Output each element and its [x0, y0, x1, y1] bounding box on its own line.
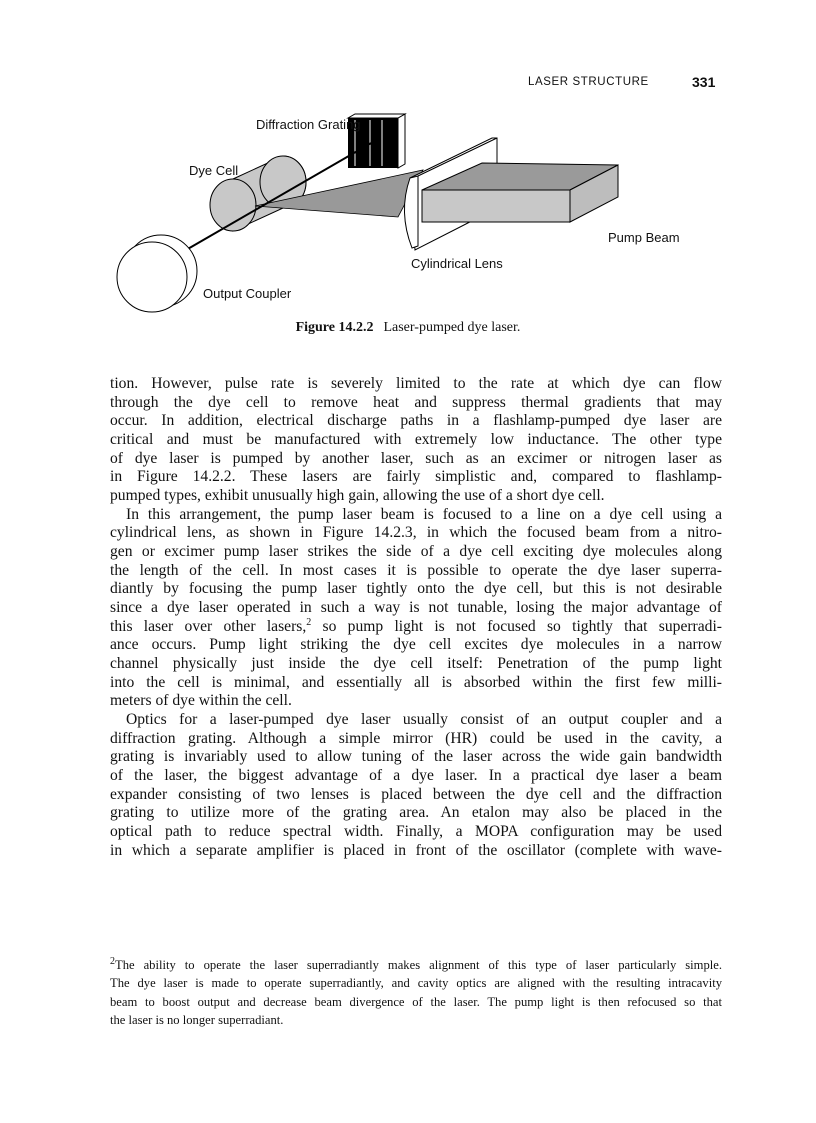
text-line: gen or excimer pump laser strikes the side of a dye cell exciting dye molecules along	[110, 543, 722, 561]
text-line: optical path to reduce spectral width. Finally, a MOPA configuration may be used	[110, 823, 722, 841]
paragraph	[110, 375, 722, 506]
figure-number: Figure 14.2.2	[295, 320, 374, 335]
footnote-line: beam to boost output and decrease beam divergence of the laser. The pump light is then refocused so that	[110, 994, 722, 1009]
figure-caption-text: Laser-pumped dye laser.	[383, 320, 521, 335]
label-output-coupler: Output Coupler	[203, 286, 292, 301]
text-line: tion. However, pulse rate is severely limited to the rate at which dye can flow	[110, 375, 722, 392]
output-coupler	[117, 235, 197, 312]
footnote-ref: 2	[306, 616, 312, 628]
figure-laser-pumped-dye-laser	[0, 0, 816, 320]
label-dye-cell: Dye Cell	[189, 163, 239, 178]
text-line: diantly by focusing the pump laser tightly onto the dye cell, but this is not desirable	[110, 580, 722, 598]
text-line: in Figure 14.2.2. These lasers are fairly simplistic and, compared to flashlamp-	[110, 468, 722, 486]
text-line: of the laser, the biggest advantage of a dye laser. In a practical dye laser a beam	[110, 767, 722, 785]
text-line: channel physically just inside the dye cell itself: Penetration of the pump light	[110, 655, 722, 673]
text-line: occur. In addition, electrical discharge paths in a flashlamp-pumped dye laser are	[110, 412, 722, 430]
text-line: pumped types, exhibit unusually high gain, allowing the use of a short dye cell.	[110, 487, 605, 505]
text-line: expander consisting of two lenses is placed between the dye cell and the diffraction	[110, 785, 722, 803]
page-number: 331	[692, 74, 716, 90]
text-line: grating is invariably used to allow tuning of the laser across the wide gain bandwidth	[110, 748, 722, 766]
text-line: meters of dye within the cell.	[110, 692, 292, 710]
text-line: the length of the cell. In most cases it is possible to operate the dye laser superra-	[110, 561, 722, 579]
body-text	[110, 375, 722, 860]
footnote	[110, 956, 722, 1029]
text-line: critical and must be manufactured with extremely low inductance. The other type	[110, 431, 722, 449]
paragraph	[110, 506, 722, 711]
text-line: in which a separate amplifier is placed in front of the oscillator (complete with wave-	[110, 841, 722, 859]
text-line: of dye laser is pumped by another laser, such as an excimer or nitrogen laser as	[110, 449, 722, 467]
text-line: In this arrangement, the pump laser beam is focused to a line on a dye cell using a	[126, 505, 722, 523]
label-diffraction-grating: Diffraction Grating	[256, 117, 361, 132]
footnote-line: $^2$The ability to operate the laser superradiantly makes alignment of this type of laser particularly simple.	[110, 955, 722, 972]
figure-caption	[0, 320, 816, 336]
label-cylindrical-lens: Cylindrical Lens	[411, 256, 503, 271]
text-line: ance occurs. Pump light striking the dye cell excites dye molecules in a narrow	[110, 636, 722, 654]
text-line: since a dye laser operated in such a way is not tunable, losing the major advantage of	[110, 599, 722, 617]
footnote-marker: 2	[110, 955, 115, 967]
paragraph	[110, 711, 722, 860]
running-title: LASER STRUCTURE	[528, 76, 649, 88]
text-line: through the dye cell to remove heat and suppress thermal gradients that may	[110, 393, 722, 411]
text-line: diffraction grating. Although a simple mirror (HR) could be used in the cavity, a	[110, 729, 722, 747]
text-line: into the cell is minimal, and essentially all is absorbed within the first few milli-	[110, 673, 722, 691]
text-line: Optics for a laser-pumped dye laser usually consist of an output coupler and a	[126, 711, 722, 729]
label-pump-beam: Pump Beam	[608, 230, 680, 245]
text-line: cylindrical lens, as shown in Figure 14.2.3, in which the focused beam from a nitro-	[110, 524, 722, 542]
footnote-line: The dye laser is made to operate superradiantly, and cavity optics are aligned with the resulting intracavity	[110, 976, 722, 991]
footnote-line: the laser is no longer superradiant.	[110, 1012, 284, 1027]
text-line: this laser over other lasers,$^2$ so pump light is not focused so tightly that superradi-	[110, 616, 722, 635]
text-line: grating to utilize more of the grating area. An etalon may also be placed in the	[110, 804, 722, 822]
